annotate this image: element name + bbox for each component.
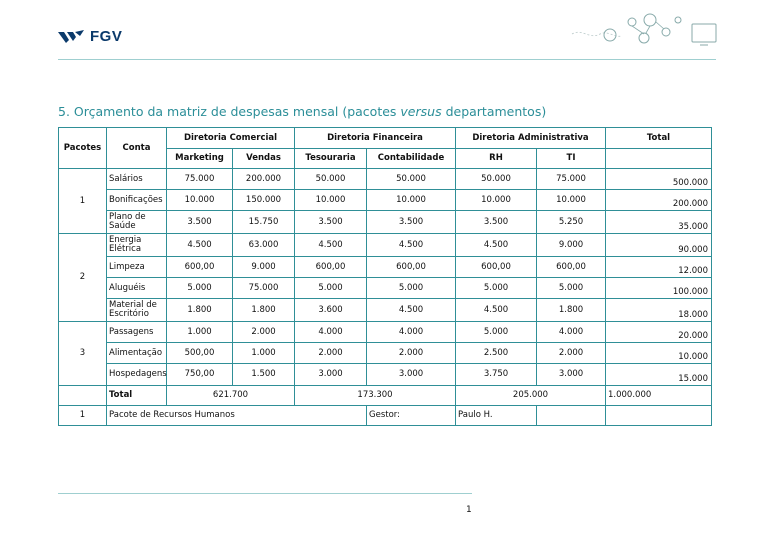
account-name: Material de Escritório (107, 299, 167, 322)
cell-vendas: 1.000 (233, 343, 295, 364)
cell-marketing: 3.500 (167, 211, 233, 234)
footer-divider (58, 493, 472, 494)
cell-ti: 2.000 (537, 343, 606, 364)
cell-contabilidade: 3.500 (367, 211, 456, 234)
package-info-blank-ti (537, 406, 606, 426)
cell-total: 15.000 (606, 364, 712, 386)
table-row (59, 364, 712, 386)
cell-total: 200.000 (606, 190, 712, 211)
table-row (59, 278, 712, 299)
col-header-conta: Conta (107, 128, 167, 169)
header-decoration-icon (570, 10, 720, 55)
cell-total: 35.000 (606, 211, 712, 234)
cell-tesouraria: 4.000 (295, 322, 367, 343)
cell-contabilidade: 4.500 (367, 299, 456, 322)
total-grand: 1.000.000 (606, 386, 712, 406)
cell-marketing: 5.000 (167, 278, 233, 299)
cell-vendas: 2.000 (233, 322, 295, 343)
package-number: 3 (59, 322, 107, 386)
cell-ti: 1.800 (537, 299, 606, 322)
cell-tesouraria: 4.500 (295, 234, 367, 257)
cell-contabilidade: 4.000 (367, 322, 456, 343)
col-header-ti: TI (537, 149, 606, 169)
gestor-label: Gestor: (367, 406, 456, 426)
cell-rh: 5.000 (456, 322, 537, 343)
col-header-total-blank (606, 149, 712, 169)
header-divider (58, 59, 716, 60)
cell-ti: 4.000 (537, 322, 606, 343)
col-header-rh: RH (456, 149, 537, 169)
totals-row (59, 386, 712, 406)
col-header-marketing: Marketing (167, 149, 233, 169)
cell-total: 10.000 (606, 343, 712, 364)
account-name: Hospedagens (107, 364, 167, 386)
total-comercial: 621.700 (167, 386, 295, 406)
col-header-tesouraria: Tesouraria (295, 149, 367, 169)
cell-marketing: 1.000 (167, 322, 233, 343)
cell-marketing: 600,00 (167, 257, 233, 278)
package-info-blank-total (606, 406, 712, 426)
col-header-administrativa: Diretoria Administrativa (456, 128, 606, 149)
fgv-logo (58, 28, 122, 45)
table-row (59, 257, 712, 278)
col-header-financeira: Diretoria Financeira (295, 128, 456, 149)
cell-rh: 2.500 (456, 343, 537, 364)
cell-ti: 600,00 (537, 257, 606, 278)
cell-tesouraria: 5.000 (295, 278, 367, 299)
account-name: Alimentação (107, 343, 167, 364)
col-header-pacotes: Pacotes (59, 128, 107, 169)
table-row (59, 322, 712, 343)
cell-contabilidade: 3.000 (367, 364, 456, 386)
cell-total: 500.000 (606, 169, 712, 190)
table-row (59, 343, 712, 364)
cell-vendas: 150.000 (233, 190, 295, 211)
cell-rh: 5.000 (456, 278, 537, 299)
cell-tesouraria: 600,00 (295, 257, 367, 278)
cell-marketing: 1.800 (167, 299, 233, 322)
logo-text: FGV (90, 28, 123, 45)
cell-rh: 3.500 (456, 211, 537, 234)
cell-marketing: 500,00 (167, 343, 233, 364)
cell-rh: 4.500 (456, 234, 537, 257)
cell-contabilidade: 2.000 (367, 343, 456, 364)
col-header-vendas: Vendas (233, 149, 295, 169)
cell-vendas: 9.000 (233, 257, 295, 278)
cell-ti: 5.000 (537, 278, 606, 299)
total-administrativa: 205.000 (456, 386, 606, 406)
cell-tesouraria: 50.000 (295, 169, 367, 190)
package-info-name: Pacote de Recursos Humanos (107, 406, 367, 426)
cell-total: 18.000 (606, 299, 712, 322)
account-name: Salários (107, 169, 167, 190)
account-name: Energia Elétrica (107, 234, 167, 257)
header-row-1 (59, 128, 712, 149)
cell-rh: 3.750 (456, 364, 537, 386)
cell-marketing: 750,00 (167, 364, 233, 386)
cell-vendas: 200.000 (233, 169, 295, 190)
gestor-name: Paulo H. (456, 406, 537, 426)
col-header-comercial: Diretoria Comercial (167, 128, 295, 149)
cell-vendas: 15.750 (233, 211, 295, 234)
cell-total: 100.000 (606, 278, 712, 299)
cell-marketing: 4.500 (167, 234, 233, 257)
account-name: Plano de Saúde (107, 211, 167, 234)
cell-rh: 10.000 (456, 190, 537, 211)
table-row (59, 190, 712, 211)
package-info-row (59, 406, 712, 426)
total-financeira: 173.300 (295, 386, 456, 406)
cell-vendas: 1.800 (233, 299, 295, 322)
cell-tesouraria: 2.000 (295, 343, 367, 364)
col-header-contabilidade: Contabilidade (367, 149, 456, 169)
cell-tesouraria: 3.500 (295, 211, 367, 234)
section-title: 5. Orçamento da matriz de despesas mensal (pacotes versus departamentos) (58, 104, 547, 119)
col-header-total: Total (606, 128, 712, 149)
totals-blank-cell (59, 386, 107, 406)
package-number: 2 (59, 234, 107, 322)
cell-contabilidade: 50.000 (367, 169, 456, 190)
budget-matrix-table (58, 127, 712, 426)
cell-vendas: 75.000 (233, 278, 295, 299)
table-row (59, 169, 712, 190)
totals-label: Total (107, 386, 167, 406)
cell-total: 90.000 (606, 234, 712, 257)
cell-ti: 10.000 (537, 190, 606, 211)
cell-ti: 5.250 (537, 211, 606, 234)
cell-tesouraria: 3.600 (295, 299, 367, 322)
cell-contabilidade: 600,00 (367, 257, 456, 278)
table-row (59, 211, 712, 234)
cell-ti: 9.000 (537, 234, 606, 257)
cell-rh: 50.000 (456, 169, 537, 190)
package-info-number: 1 (59, 406, 107, 426)
page-number: 1 (466, 505, 472, 515)
account-name: Limpeza (107, 257, 167, 278)
account-name: Bonificações (107, 190, 167, 211)
account-name: Passagens (107, 322, 167, 343)
cell-total: 12.000 (606, 257, 712, 278)
cell-contabilidade: 10.000 (367, 190, 456, 211)
cell-ti: 75.000 (537, 169, 606, 190)
table-row (59, 299, 712, 322)
cell-contabilidade: 4.500 (367, 234, 456, 257)
fgv-logo-icon (58, 30, 84, 44)
cell-marketing: 75.000 (167, 169, 233, 190)
cell-tesouraria: 3.000 (295, 364, 367, 386)
package-number: 1 (59, 169, 107, 234)
cell-contabilidade: 5.000 (367, 278, 456, 299)
cell-marketing: 10.000 (167, 190, 233, 211)
cell-rh: 600,00 (456, 257, 537, 278)
cell-vendas: 1.500 (233, 364, 295, 386)
account-name: Aluguéis (107, 278, 167, 299)
cell-tesouraria: 10.000 (295, 190, 367, 211)
cell-vendas: 63.000 (233, 234, 295, 257)
cell-total: 20.000 (606, 322, 712, 343)
cell-ti: 3.000 (537, 364, 606, 386)
table-row (59, 234, 712, 257)
cell-rh: 4.500 (456, 299, 537, 322)
